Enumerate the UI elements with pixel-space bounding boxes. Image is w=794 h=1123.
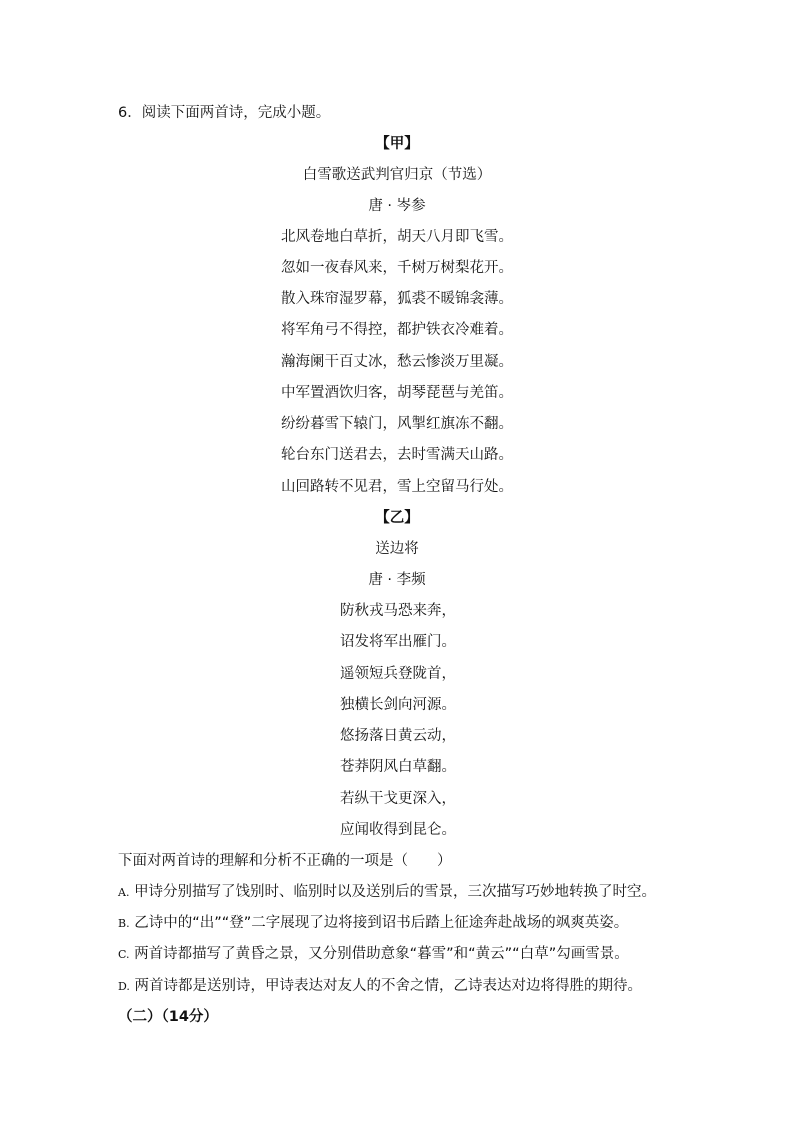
part-a-line: 北风卷地白草折，胡天八月即飞雪。 [281, 229, 513, 245]
question-intro: 6．阅读下面两首诗，完成小题。 [118, 105, 331, 121]
part-b-line: 悠扬落日黄云动， [340, 728, 456, 744]
part-b-line: 独横长剑向河源。 [340, 697, 456, 713]
part-a-line: 忽如一夜春风来，千树万树梨花开。 [281, 260, 513, 276]
part-b-line: 若纵干戈更深入， [340, 791, 456, 807]
part-b-line: 苍莽阴风白草翻。 [340, 759, 456, 775]
part-a-label: 【甲】 [375, 136, 419, 152]
option-a[interactable] [118, 882, 656, 903]
option-text: 两首诗都描写了黄昏之景，又分别借助意象“暮雪”和“黄云”“白草”勾画雪景。 [134, 946, 629, 962]
part-b-label: 【乙】 [375, 510, 419, 526]
part-b-title: 送边将 [375, 541, 419, 557]
part-b-line: 防秋戎马恐来奔， [340, 603, 456, 619]
part-a-line: 散入珠帘湿罗幕，狐裘不暖锦衾薄。 [281, 291, 513, 307]
option-text: 乙诗中的“出”“登”二字展现了边将接到诏书后踏上征途奔赴战场的飒爽英姿。 [134, 915, 629, 931]
part-a-line: 将军角弓不得控，都护铁衣冷难着。 [281, 322, 513, 338]
part-a-author: 唐 · 岑参 [368, 198, 426, 214]
part-b-author: 唐 · 李频 [368, 572, 426, 588]
part-a-line: 山回路转不见君，雪上空留马行处。 [281, 479, 513, 495]
question-prompt: 下面对两首诗的理解和分析不正确的一项是（ ） [118, 853, 452, 869]
part-a-line: 纷纷暮雪下辕门，风掣红旗冻不翻。 [281, 416, 513, 432]
option-label: B. [118, 917, 130, 930]
option-d[interactable] [118, 976, 642, 997]
part-a-title: 白雪歌送武判官归京（节选） [302, 167, 492, 183]
part-b-line: 诏发将军出雁门。 [340, 634, 456, 650]
part-b-line: 遥领短兵登陇首， [340, 666, 456, 682]
option-b[interactable] [118, 913, 628, 934]
next-section-heading: （二）（14分） [118, 1009, 218, 1025]
part-a-line: 中军置酒饮归客，胡琴琵琶与羌笛。 [281, 385, 513, 401]
option-text: 两首诗都是送别诗，甲诗表达对友人的不舍之情，乙诗表达对边将得胜的期待。 [134, 978, 643, 994]
option-c[interactable] [118, 944, 629, 965]
option-text: 甲诗分别描写了饯别时、临别时以及送别后的雪景，三次描写巧妙地转换了时空。 [134, 884, 657, 900]
option-label: D. [118, 980, 130, 993]
part-a-line: 瀚海阑干百丈冰，愁云惨淡万里凝。 [281, 354, 513, 370]
part-a-line: 轮台东门送君去，去时雪满天山路。 [281, 447, 513, 463]
option-label: A. [118, 886, 130, 899]
option-label: C. [118, 948, 130, 961]
part-b-line: 应闻收得到昆仑。 [340, 822, 456, 838]
